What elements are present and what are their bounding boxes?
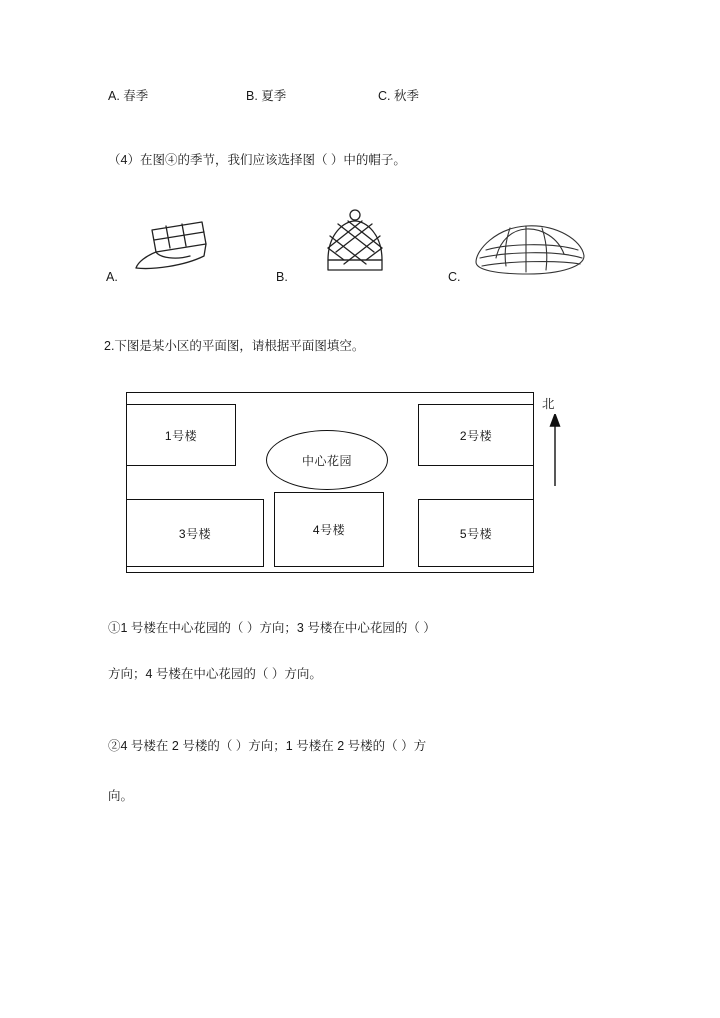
hat-option-b[interactable] bbox=[276, 206, 426, 306]
hat-option-b-label: B. bbox=[276, 270, 288, 284]
building-2: 2号楼 bbox=[418, 404, 534, 466]
building-1: 1号楼 bbox=[126, 404, 236, 466]
season-choice-c[interactable]: C. 秋季 bbox=[378, 89, 419, 103]
north-arrow-icon bbox=[548, 414, 562, 486]
building-3: 3号楼 bbox=[126, 499, 264, 567]
season-choice-b[interactable]: B. 夏季 bbox=[246, 89, 287, 103]
building-4: 4号楼 bbox=[274, 492, 384, 567]
blank-line-1: ①1 号楼在中心花园的（ ）方向；3 号楼在中心花园的（ ） bbox=[108, 621, 436, 635]
hat-option-c-label: C. bbox=[448, 270, 461, 284]
hat-option-c[interactable] bbox=[448, 206, 598, 306]
season-choice-a[interactable]: A. 春季 bbox=[108, 89, 149, 103]
visor-cap-icon bbox=[124, 206, 254, 294]
question-2-text: 2.下图是某小区的平面图，请根据平面图填空。 bbox=[104, 339, 365, 353]
hat-option-a-label: A. bbox=[106, 270, 118, 284]
checkered-hat-icon bbox=[294, 206, 424, 294]
central-garden: 中心花园 bbox=[266, 430, 388, 490]
blank-line-2: 方向；4 号楼在中心花园的（ ）方向。 bbox=[108, 667, 322, 681]
blank-line-3: ②4 号楼在 2 号楼的（ ）方向；1 号楼在 2 号楼的（ ）方 bbox=[108, 739, 427, 753]
neighborhood-map bbox=[118, 386, 578, 581]
question-4-text: （4）在图④的季节，我们应该选择图（ ）中的帽子。 bbox=[108, 153, 406, 167]
compass-north-label: 北 bbox=[542, 397, 555, 411]
straw-hat-icon bbox=[466, 206, 596, 294]
hat-option-a[interactable] bbox=[106, 206, 256, 306]
building-5: 5号楼 bbox=[418, 499, 534, 567]
hat-options-row bbox=[108, 206, 628, 306]
blank-line-4: 向。 bbox=[108, 789, 134, 803]
